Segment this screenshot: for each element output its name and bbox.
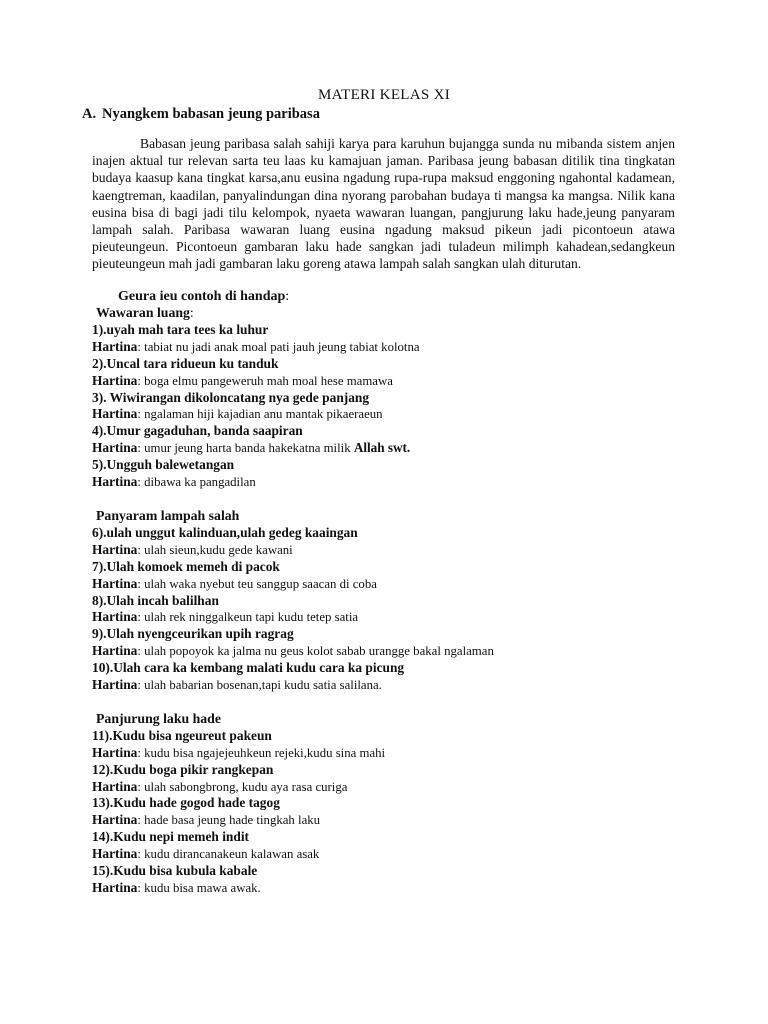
- phrase-text: Ulah cara ka kembang malati kudu cara ka picung: [113, 660, 405, 676]
- phrase-text: Ulah komoek memeh di pacok: [106, 558, 280, 574]
- phrase-text: Kudu boga pikir rangkepan: [113, 761, 274, 777]
- group-title: [92, 305, 692, 322]
- section-heading-text: Nyangkem babasan jeung paribasa: [102, 106, 320, 122]
- meaning-label: Hartina: [92, 643, 138, 659]
- phrase-line: [92, 423, 692, 440]
- group-title-colon: :: [189, 305, 194, 320]
- phrase-line: [92, 829, 692, 846]
- phrase-number: 15).: [92, 863, 114, 879]
- meaning-label: Hartina: [92, 677, 138, 693]
- meaning-text: kudu dirancanakeun kalawan asak: [144, 847, 320, 862]
- phrase-text: ulah unggut kalinduan,ulah gedeg kaaingan: [106, 524, 358, 540]
- phrase-number: 13).: [92, 795, 114, 811]
- phrase-line: [92, 660, 692, 677]
- phrase-line: [92, 457, 692, 474]
- meaning-line: [92, 643, 692, 660]
- meaning-colon: :: [137, 373, 145, 388]
- meaning-line: [92, 339, 692, 356]
- phrase-number: 12).: [92, 761, 114, 777]
- examples-intro-text: Geura ieu contoh di handap: [118, 289, 286, 304]
- group-title-text: Wawaran luang: [96, 305, 190, 320]
- intro-paragraph: Babasan jeung paribasa salah sahiji karya para karuhun bujangga sunda nu mibanda sistem anjen inajen aktual tur relevan sarta teu laas ku kamajuan jaman. Paribasa jeung babasan ditilik tina tingkatan budaya kaasup kana tingkat karsa,anu eusina ngadung rupa-rupa maksud enggoning ngahontal kadamean, kaengtreman, kaadilan, panyalindungan dina nyorang parobahan budaya ti mangsa ka mangsa. Nilik kana eusina bisa di bagi jadi tilu kelompok, nyaeta wawaran luangan, pangjurung laku hade,jeung panyaram lampah salah. Paribasa wawaran luang eusina ngadung maksud pikeun jadi picontoeun atawa pieuteungeun. Picontoeun gambaran laku hade sangkan jadi tuladeun milimph kahadean,sedangkeun pieuteungeun mah jadi gambaran laku goreng atawa lampah salah sangkan ulah diturutan.: [92, 136, 675, 272]
- meaning-line: [92, 373, 692, 390]
- phrase-text: Ulah nyengceurikan upih ragrag: [106, 626, 294, 642]
- meaning-colon: :: [137, 813, 145, 828]
- meaning-text: ulah sabongbrong, kudu aya rasa curiga: [144, 779, 348, 794]
- phrase-text: .uyah mah tara tees ka luhur: [103, 321, 269, 337]
- phrase-line: [92, 863, 692, 880]
- phrase-text: Uncal tara ridueun ku tanduk: [106, 355, 279, 371]
- phrase-line: [92, 626, 692, 643]
- meaning-text: dibawa ka pangadilan: [144, 475, 256, 490]
- phrase-number: 9).: [92, 626, 107, 642]
- meaning-text: kudu bisa ngajejeuhkeun rejeki,kudu sina mahi: [144, 745, 386, 760]
- meaning-label: Hartina: [92, 812, 138, 828]
- meaning-colon: :: [137, 441, 145, 456]
- phrase-number: 14).: [92, 829, 114, 845]
- meaning-line: [92, 812, 692, 829]
- phrase-line: [92, 322, 692, 339]
- meaning-text: ulah rek ninggalkeun tapi kudu tetep satia: [144, 610, 359, 625]
- phrase-number: 3).: [92, 389, 107, 405]
- group-spacer: [92, 491, 692, 508]
- phrase-text: Umur gagaduhan, banda saapiran: [106, 423, 303, 439]
- phrase-line: [92, 593, 692, 610]
- meaning-text: kudu bisa mawa awak.: [144, 881, 261, 895]
- meaning-label: Hartina: [92, 406, 138, 422]
- phrase-line: [92, 559, 692, 576]
- meaning-colon: :: [137, 339, 145, 354]
- meaning-line: [92, 779, 692, 796]
- meaning-label: Hartina: [92, 744, 138, 760]
- examples-intro: Geura ieu contoh di handap:: [118, 289, 290, 304]
- meaning-colon: :: [137, 475, 145, 490]
- meaning-label: Hartina: [92, 474, 138, 490]
- phrase-line: [92, 356, 692, 373]
- meaning-label: Hartina: [92, 372, 138, 388]
- phrase-number: 8).: [92, 592, 107, 608]
- meaning-text: ulah sieun,kudu gede kawani: [144, 542, 293, 557]
- meaning-text: ulah waka nyebut teu sanggup saacan di coba: [144, 576, 377, 591]
- meaning-line: [92, 609, 692, 626]
- meaning-emphasis: Allah swt.: [353, 440, 411, 456]
- meaning-colon: :: [137, 610, 145, 625]
- group-title: [92, 711, 692, 728]
- group-title-text: Panyaram lampah salah: [96, 507, 240, 523]
- meaning-colon: :: [137, 542, 145, 557]
- phrase-text: Ulah incah balilhan: [106, 592, 219, 608]
- meaning-label: Hartina: [92, 778, 138, 794]
- meaning-line: [92, 846, 692, 863]
- meaning-colon: :: [137, 407, 145, 422]
- group-title: [92, 508, 692, 525]
- phrase-text: Kudu hade gogod hade tagog: [113, 795, 280, 811]
- meaning-label: Hartina: [92, 440, 138, 456]
- phrase-text: Kudu nepi memeh indit: [113, 829, 249, 845]
- meaning-text: hade basa jeung hade tingkah laku: [144, 813, 321, 828]
- phrase-number: 7).: [92, 558, 107, 574]
- meaning-colon: :: [137, 644, 145, 659]
- meaning-colon: :: [137, 881, 145, 895]
- phrase-number: 10).: [92, 660, 114, 676]
- meaning-colon: :: [137, 779, 145, 794]
- phrase-number: 2).: [92, 355, 107, 371]
- meaning-line: [92, 406, 692, 423]
- phrase-text: Ungguh balewetangan: [106, 457, 235, 473]
- meaning-colon: :: [137, 745, 145, 760]
- phrase-line: [92, 728, 692, 745]
- meaning-label: Hartina: [92, 880, 138, 895]
- phrase-number: 1): [92, 321, 104, 337]
- meaning-text: umur jeung harta banda hakekatna milik: [144, 441, 354, 456]
- section-heading: [82, 106, 320, 123]
- meaning-text: ulah babarian bosenan,tapi kudu satia salilana.: [144, 678, 382, 693]
- meaning-colon: :: [137, 576, 145, 591]
- meaning-line: [92, 677, 692, 694]
- phrase-line: [92, 762, 692, 779]
- page-title: MATERI KELAS XI: [318, 87, 450, 103]
- meaning-text: boga elmu pangeweruh mah moal hese mamawa: [144, 373, 393, 388]
- meaning-line: [92, 542, 692, 559]
- phrase-number: 11).: [92, 727, 113, 743]
- meaning-text: ulah popoyok ka jalma nu geus kolot sabab urangge bakal ngalaman: [144, 644, 494, 659]
- meaning-label: Hartina: [92, 846, 138, 862]
- meaning-line: [92, 440, 692, 457]
- meaning-text: ngalaman hiji kajadian anu mantak pikaeraeun: [144, 407, 383, 422]
- phrase-text: Wiwirangan dikoloncatang nya gede panjang: [106, 389, 370, 405]
- section-number: A.: [82, 106, 97, 122]
- meaning-label: Hartina: [92, 338, 138, 354]
- phrase-line: [92, 525, 692, 542]
- meaning-colon: :: [137, 678, 145, 693]
- phrase-number: 6).: [92, 524, 107, 540]
- phrase-line: [92, 390, 692, 407]
- phrase-line: [92, 795, 692, 812]
- meaning-text: tabiat nu jadi anak moal pati jauh jeung tabiat kolotna: [144, 339, 420, 354]
- meaning-line: [92, 880, 692, 897]
- meaning-line: [92, 745, 692, 762]
- group-title-text: Panjurung laku hade: [96, 710, 221, 726]
- meaning-label: Hartina: [92, 609, 138, 625]
- meaning-label: Hartina: [92, 575, 138, 591]
- meaning-colon: :: [137, 847, 145, 862]
- phrase-text: Kudu bisa ngeureut pakeun: [112, 727, 272, 743]
- phrase-number: 4).: [92, 423, 107, 439]
- phrase-text: Kudu bisa kubula kabale: [113, 863, 258, 879]
- meaning-label: Hartina: [92, 541, 138, 557]
- examples-list: [92, 305, 692, 897]
- meaning-line: [92, 474, 692, 491]
- phrase-number: 5).: [92, 457, 107, 473]
- meaning-line: [92, 576, 692, 593]
- group-spacer: [92, 694, 692, 711]
